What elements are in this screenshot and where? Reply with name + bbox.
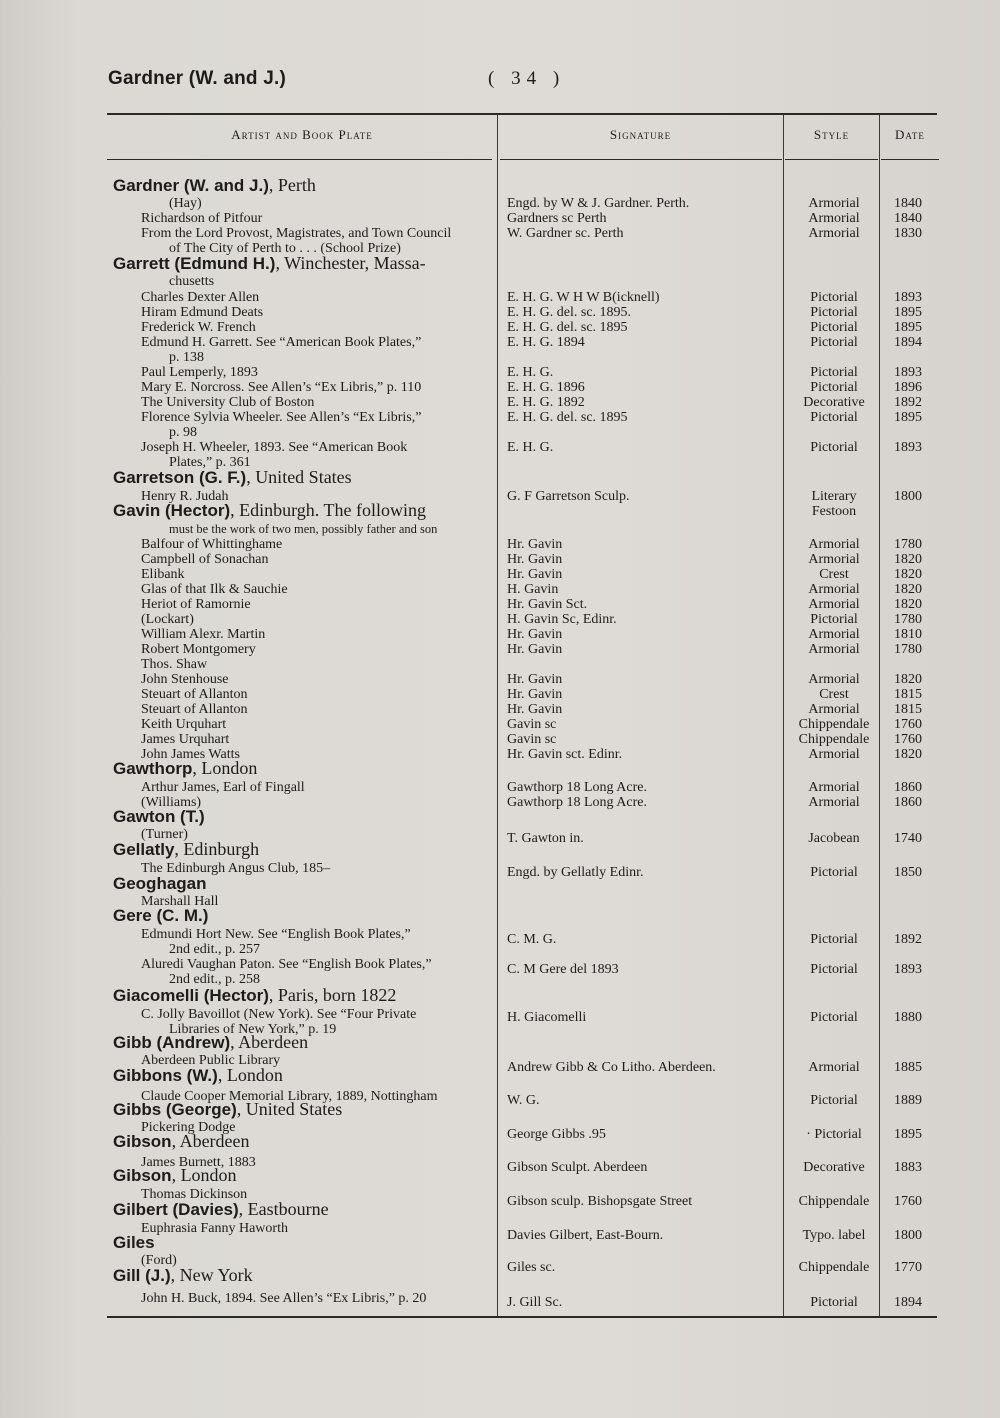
artist-heading-row: [0, 467, 1000, 487]
plate-row: [0, 657, 1000, 672]
date-cell: 1893: [894, 440, 922, 455]
style-cell: Armorial: [808, 780, 860, 795]
artist-heading: [113, 1131, 250, 1151]
signature-cell: Gawthorp 18 Long Acre.: [507, 780, 647, 795]
style-cell: Armorial: [808, 196, 860, 211]
artist-name: Garrett (Edmund H.): [113, 254, 276, 273]
style-cell: Armorial: [808, 702, 860, 717]
date-cell: 1760: [894, 717, 922, 732]
running-head: [108, 66, 938, 96]
book-plate-owner: John Stenhouse: [141, 672, 229, 687]
signature-cell: Andrew Gibb & Co Litho. Aberdeen.: [507, 1060, 716, 1075]
artist-heading-row: [0, 1131, 1000, 1151]
date-cell: 1820: [894, 672, 922, 687]
artist-heading: [113, 1199, 329, 1219]
style-cell: Pictorial: [810, 335, 858, 350]
style-cell: Pictorial: [810, 410, 858, 425]
plate-row: [0, 732, 1000, 747]
signature-cell: Gardners sc Perth: [507, 211, 607, 226]
artist-place: , Aberdeen: [171, 1131, 250, 1151]
date-cell: 1780: [894, 537, 922, 552]
artist-name: Gellatly: [113, 840, 175, 859]
book-plate-owner: Thomas Dickinson: [141, 1187, 248, 1202]
signature-cell: H. Gavin Sc, Edinr.: [507, 612, 617, 627]
artist-heading-row: [0, 253, 1000, 273]
plate-row: [0, 672, 1000, 687]
date-cell: 1820: [894, 552, 922, 567]
artist-heading: [113, 908, 208, 923]
style-cell: Jacobean: [808, 831, 860, 846]
date-cell: 1800: [894, 1228, 922, 1243]
date-cell: 1880: [894, 1010, 922, 1025]
book-plate-owner: The Edinburgh Angus Club, 185–: [141, 861, 331, 876]
date-cell: 1883: [894, 1160, 922, 1175]
artist-name: Gardner (W. and J.): [113, 176, 269, 195]
style-cell: Decorative: [803, 395, 865, 410]
style-cell: · Pictorial: [806, 1127, 862, 1142]
signature-cell: E. H. G. 1892: [507, 395, 585, 410]
signature-cell: W. G.: [507, 1093, 540, 1108]
signature-cell: W. Gardner sc. Perth: [507, 226, 624, 241]
artist-heading-row: [0, 1032, 1000, 1052]
book-plate-owner: Steuart of Allanton: [141, 702, 248, 717]
date-cell: 1760: [894, 1194, 922, 1209]
book-plate-owner: Pickering Dodge: [141, 1120, 236, 1135]
date-cell: 1810: [894, 627, 922, 642]
book-plate-owner: Balfour of Whittinghame: [141, 537, 283, 552]
plate-row: [0, 290, 1000, 305]
artist-place: , Eastbourne: [238, 1199, 329, 1219]
artist-heading-row: [0, 1235, 1000, 1250]
signature-cell: Giles sc.: [507, 1260, 556, 1275]
style-cell: Typo. label: [802, 1228, 866, 1243]
header-rule-style: [785, 159, 878, 160]
book-plate-owner: C. Jolly Bavoillot (New York). See “Four Private: [141, 1007, 417, 1022]
book-plate-owner: 2nd edit., p. 257: [169, 942, 260, 957]
date-cell: 1740: [894, 831, 922, 846]
artist-heading: [113, 1165, 237, 1185]
book-plate-owner: Campbell of Sonachan: [141, 552, 269, 567]
artist-place: , London: [192, 758, 258, 778]
date-cell: 1820: [894, 747, 922, 762]
style-cell: Pictorial: [810, 365, 858, 380]
book-plate-owner: Marshall Hall: [141, 894, 219, 909]
signature-cell: Hr. Gavin: [507, 687, 563, 702]
page-number: ( 34 ): [488, 68, 566, 89]
signature-cell: Hr. Gavin Sct.: [507, 597, 588, 612]
book-plate-owner: Edmund H. Garrett. See “American Book Plates,”: [141, 335, 422, 350]
artist-heading-row: [0, 908, 1000, 923]
style-cell: Armorial: [808, 597, 860, 612]
style-cell: Chippendale: [798, 717, 870, 732]
running-title: Gardner (W. and J.): [108, 68, 286, 89]
artist-heading: [113, 985, 397, 1005]
signature-cell: Gavin sc: [507, 717, 557, 732]
book-plate-owner: of The City of Perth to . . . (School Prize): [169, 241, 401, 256]
plate-row: [0, 226, 1000, 241]
style-cell: Armorial: [808, 642, 860, 657]
style-cell: Armorial: [808, 795, 860, 810]
signature-cell: T. Gawton in.: [507, 831, 584, 846]
plate-row: [0, 335, 1000, 350]
book-plate-owner: 2nd edit., p. 258: [169, 972, 260, 987]
plate-row: [0, 274, 1000, 289]
date-cell: 1820: [894, 597, 922, 612]
artist-heading-row: [0, 839, 1000, 859]
style-cell: Pictorial: [810, 962, 858, 977]
artist-place: , London: [171, 1165, 237, 1185]
signature-cell: E. H. G. 1894: [507, 335, 585, 350]
plate-row: [0, 780, 1000, 795]
book-plate-owner: Frederick W. French: [141, 320, 256, 335]
date-cell: 1895: [894, 305, 922, 320]
artist-heading-row: [0, 985, 1000, 1005]
book-plate-owner: Thos. Shaw: [141, 657, 208, 672]
signature-cell: C. M Gere del 1893: [507, 962, 619, 977]
artist-name: Gawthorp: [113, 759, 193, 778]
artist-heading: [113, 1065, 283, 1085]
signature-cell: Hr. Gavin: [507, 537, 563, 552]
book-plate-owner: Henry R. Judah: [141, 489, 229, 504]
artist-heading-row: [0, 175, 1000, 195]
artist-name: Giacomelli (Hector): [113, 986, 269, 1005]
book-plate-owner: From the Lord Provost, Magistrates, and Town Council: [141, 226, 452, 241]
style-cell: Crest: [819, 687, 849, 702]
artist-name: Garretson (G. F.): [113, 468, 247, 487]
date-cell: 1893: [894, 962, 922, 977]
date-cell: 1860: [894, 780, 922, 795]
plate-row: [0, 627, 1000, 642]
artist-name: Gawton (T.): [113, 807, 205, 826]
style-cell: Festoon: [811, 504, 857, 519]
date-cell: 1895: [894, 320, 922, 335]
plate-row: [0, 567, 1000, 582]
book-plate-owner: (Lockart): [141, 612, 194, 627]
signature-cell: E. H. G. del. sc. 1895: [507, 410, 628, 425]
artist-place: , Aberdeen: [230, 1032, 309, 1052]
date-cell: 1896: [894, 380, 922, 395]
signature-cell: Gawthorp 18 Long Acre.: [507, 795, 647, 810]
style-cell: Pictorial: [810, 932, 858, 947]
date-cell: 1892: [894, 932, 922, 947]
style-cell: Crest: [819, 567, 849, 582]
artist-heading-row: [0, 876, 1000, 891]
date-cell: 1895: [894, 410, 922, 425]
book-plate-owner: James Burnett, 1883: [141, 1155, 256, 1170]
plate-row: [0, 440, 1000, 455]
book-plate-owner: (Hay): [169, 196, 202, 211]
plate-row: [0, 504, 1000, 519]
book-plate-owner: Florence Sylvia Wheeler. See Allen’s “Ex Libris,”: [141, 410, 422, 425]
plate-row: [0, 350, 1000, 365]
signature-cell: Hr. Gavin: [507, 627, 563, 642]
artist-name: Gibson: [113, 1166, 172, 1185]
plate-row: [0, 597, 1000, 612]
artist-name: Gibbons (W.): [113, 1066, 218, 1085]
date-cell: 1800: [894, 489, 922, 504]
signature-cell: E. H. G.: [507, 440, 554, 455]
artist-name: Geoghagan: [113, 874, 207, 893]
date-cell: 1892: [894, 395, 922, 410]
signature-cell: E. H. G. del. sc. 1895: [507, 320, 628, 335]
signature-cell: Engd. by W & J. Gardner. Perth.: [507, 196, 690, 211]
date-cell: 1820: [894, 582, 922, 597]
plate-row: [0, 425, 1000, 440]
date-cell: 1830: [894, 226, 922, 241]
signature-cell: E. H. G. W H W B(icknell): [507, 290, 660, 305]
book-plate-owner: Keith Urquhart: [141, 717, 227, 732]
artist-heading: [113, 839, 260, 859]
plate-row: [0, 305, 1000, 320]
plate-row: [0, 942, 1000, 957]
plate-row: [0, 395, 1000, 410]
date-cell: 1894: [894, 335, 922, 350]
artist-name: Gibb (Andrew): [113, 1033, 231, 1052]
artist-heading: [113, 1099, 343, 1119]
column-header-date: Date: [895, 127, 925, 142]
plate-row: [0, 211, 1000, 226]
signature-cell: Hr. Gavin: [507, 642, 563, 657]
artist-place: , United States: [236, 1099, 343, 1119]
column-header-style: Style: [813, 127, 850, 142]
style-cell: Chippendale: [798, 1194, 870, 1209]
signature-cell: Engd. by Gellatly Edinr.: [507, 865, 644, 880]
style-cell: Armorial: [808, 537, 860, 552]
style-cell: Pictorial: [810, 1010, 858, 1025]
artist-place: , Edinburgh. The following: [230, 500, 426, 520]
plate-row: [0, 522, 1000, 537]
plate-row: [0, 320, 1000, 335]
header-rule-artist: [107, 159, 492, 160]
artist-heading: [113, 467, 352, 487]
signature-cell: Gibson sculp. Bishopsgate Street: [507, 1194, 693, 1209]
book-plate-owner: (Ford): [141, 1253, 177, 1268]
style-cell: Pictorial: [810, 865, 858, 880]
date-cell: 1860: [894, 795, 922, 810]
book-plate-owner: The University Club of Boston: [141, 395, 315, 410]
book-plate-owner: William Alexr. Martin: [141, 627, 266, 642]
signature-cell: Gavin sc: [507, 732, 557, 747]
style-cell: Chippendale: [798, 1260, 870, 1275]
style-cell: Pictorial: [810, 1295, 858, 1310]
signature-cell: E. H. G. del. sc. 1895.: [507, 305, 632, 320]
style-cell: Armorial: [808, 627, 860, 642]
book-plate-owner: Mary E. Norcross. See Allen’s “Ex Libris,” p. 110: [141, 380, 422, 395]
date-cell: 1820: [894, 567, 922, 582]
artist-name: Gavin (Hector): [113, 501, 231, 520]
artist-place: , New York: [170, 1265, 253, 1285]
book-plate-owner: Aluredi Vaughan Paton. See “English Book Plates,”: [141, 957, 432, 972]
book-plate-owner: Elibank: [141, 567, 185, 582]
plate-row: [0, 1295, 1000, 1310]
book-plate-owner: John H. Buck, 1894. See Allen’s “Ex Libris,” p. 20: [141, 1291, 427, 1306]
book-plate-owner: (Turner): [141, 827, 188, 842]
plate-row: [0, 365, 1000, 380]
date-cell: 1840: [894, 196, 922, 211]
style-cell: Armorial: [808, 552, 860, 567]
date-cell: 1780: [894, 612, 922, 627]
book-plate-owner: Hiram Edmund Deats: [141, 305, 264, 320]
book-plate-owner: Aberdeen Public Library: [141, 1053, 281, 1068]
table-top-rule: [107, 113, 937, 115]
date-cell: 1770: [894, 1260, 922, 1275]
book-plate-owner: Glas of that Ilk & Sauchie: [141, 582, 288, 597]
artist-name: Gibbs (George): [113, 1100, 237, 1119]
book-plate-owner: Claude Cooper Memorial Library, 1889, Nottingham: [141, 1089, 438, 1104]
plate-row: [0, 702, 1000, 717]
book-plate-owner: Steuart of Allanton: [141, 687, 248, 702]
style-cell: Armorial: [808, 1060, 860, 1075]
date-cell: 1815: [894, 702, 922, 717]
book-plate-owner: Arthur James, Earl of Fingall: [141, 780, 305, 795]
artist-heading: [113, 1032, 309, 1052]
date-cell: 1780: [894, 642, 922, 657]
signature-cell: Hr. Gavin: [507, 672, 563, 687]
artist-heading: [113, 175, 316, 195]
book-plate-owner: Charles Dexter Allen: [141, 290, 260, 305]
signature-cell: G. F Garretson Sculp.: [507, 489, 630, 504]
book-plate-owner: must be the work of two men, possibly father and son: [169, 522, 438, 536]
plate-row: [0, 537, 1000, 552]
style-cell: Decorative: [803, 1160, 865, 1175]
signature-cell: E. H. G.: [507, 365, 554, 380]
date-cell: 1840: [894, 211, 922, 226]
signature-cell: Hr. Gavin sct. Edinr.: [507, 747, 623, 762]
plate-row: [0, 717, 1000, 732]
plate-row: [0, 972, 1000, 987]
book-plate-owner: Joseph H. Wheeler, 1893. See “American Book: [141, 440, 408, 455]
book-plate-owner: James Urquhart: [141, 732, 230, 747]
date-cell: 1895: [894, 1127, 922, 1142]
signature-cell: H. Giacomelli: [507, 1010, 587, 1025]
plate-row: [0, 552, 1000, 567]
style-cell: Chippendale: [798, 732, 870, 747]
date-cell: 1760: [894, 732, 922, 747]
style-cell: Pictorial: [810, 612, 858, 627]
style-cell: Literary: [811, 489, 857, 504]
style-cell: Pictorial: [810, 440, 858, 455]
date-cell: 1815: [894, 687, 922, 702]
signature-cell: Hr. Gavin: [507, 567, 563, 582]
artist-place: , Paris, born 1822: [268, 985, 397, 1005]
artist-name: Giles: [113, 1233, 155, 1252]
style-cell: Armorial: [808, 226, 860, 241]
artist-name: Gere (C. M.): [113, 906, 209, 925]
style-cell: Pictorial: [810, 320, 858, 335]
signature-cell: H. Gavin: [507, 582, 559, 597]
book-plate-owner: chusetts: [169, 274, 215, 289]
plate-row: [0, 196, 1000, 211]
signature-cell: Hr. Gavin: [507, 552, 563, 567]
date-cell: 1885: [894, 1060, 922, 1075]
artist-heading: [113, 1235, 155, 1250]
header-rule-date: [881, 159, 939, 160]
signature-cell: Hr. Gavin: [507, 702, 563, 717]
style-cell: Armorial: [808, 672, 860, 687]
style-cell: Armorial: [808, 211, 860, 226]
date-cell: 1889: [894, 1093, 922, 1108]
signature-cell: Gibson Sculpt. Aberdeen: [507, 1160, 648, 1175]
style-cell: Pictorial: [810, 380, 858, 395]
plate-row: [0, 687, 1000, 702]
signature-cell: E. H. G. 1896: [507, 380, 585, 395]
style-cell: Pictorial: [810, 290, 858, 305]
book-plate-owner: John James Watts: [141, 747, 240, 762]
book-plate-owner: p. 138: [169, 350, 204, 365]
book-plate-owner: Euphrasia Fanny Haworth: [141, 1221, 288, 1236]
book-plate-owner: Plates,” p. 361: [169, 455, 251, 470]
plate-row: [0, 642, 1000, 657]
artist-heading-row: [0, 758, 1000, 778]
book-plate-owner: Edmundi Hort New. See “English Book Plates,”: [141, 927, 411, 942]
plate-row: [0, 582, 1000, 597]
style-cell: Armorial: [808, 582, 860, 597]
artist-heading: [113, 1265, 253, 1285]
signature-cell: Davies Gilbert, East-Bourn.: [507, 1228, 664, 1243]
book-plate-owner: Robert Montgomery: [141, 642, 256, 657]
artist-place: , London: [217, 1065, 283, 1085]
artist-place: , United States: [246, 467, 352, 487]
artist-place: , Winchester, Massa-: [275, 253, 426, 273]
artist-place: , Edinburgh: [174, 839, 260, 859]
artist-heading: [113, 758, 258, 778]
artist-place: , Perth: [268, 175, 316, 195]
signature-cell: George Gibbs .95: [507, 1127, 606, 1142]
style-cell: Pictorial: [810, 1093, 858, 1108]
column-header-signature: Signature: [609, 127, 672, 142]
artist-heading: [113, 876, 207, 891]
date-cell: 1893: [894, 290, 922, 305]
column-header-artist: Artist and Book Plate: [231, 127, 373, 142]
date-cell: 1894: [894, 1295, 922, 1310]
artist-heading: [113, 809, 205, 824]
book-plate-owner: Heriot of Ramornie: [141, 597, 251, 612]
artist-name: Gilbert (Davies): [113, 1200, 239, 1219]
book-plate-owner: p. 98: [169, 425, 197, 440]
style-cell: Armorial: [808, 747, 860, 762]
book-plate-owner: (Williams): [141, 795, 202, 810]
signature-cell: C. M. G.: [507, 932, 557, 947]
plate-row: [0, 612, 1000, 627]
artist-heading: [113, 253, 426, 273]
artist-heading-row: [0, 809, 1000, 824]
book-plate-owner: Richardson of Pitfour: [141, 211, 263, 226]
book-plate-owner: Libraries of New York,” p. 19: [169, 1022, 337, 1037]
date-cell: 1893: [894, 365, 922, 380]
style-cell: Pictorial: [810, 305, 858, 320]
date-cell: 1850: [894, 865, 922, 880]
signature-cell: J. Gill Sc.: [507, 1295, 563, 1310]
plate-row: [0, 380, 1000, 395]
artist-name: Gibson: [113, 1132, 172, 1151]
artist-name: Gill (J.): [113, 1266, 171, 1285]
book-plate-owner: Paul Lemperly, 1893: [141, 365, 258, 380]
header-rule-signature: [500, 159, 782, 160]
plate-row: [0, 410, 1000, 425]
table-bottom-rule: [107, 1316, 937, 1318]
